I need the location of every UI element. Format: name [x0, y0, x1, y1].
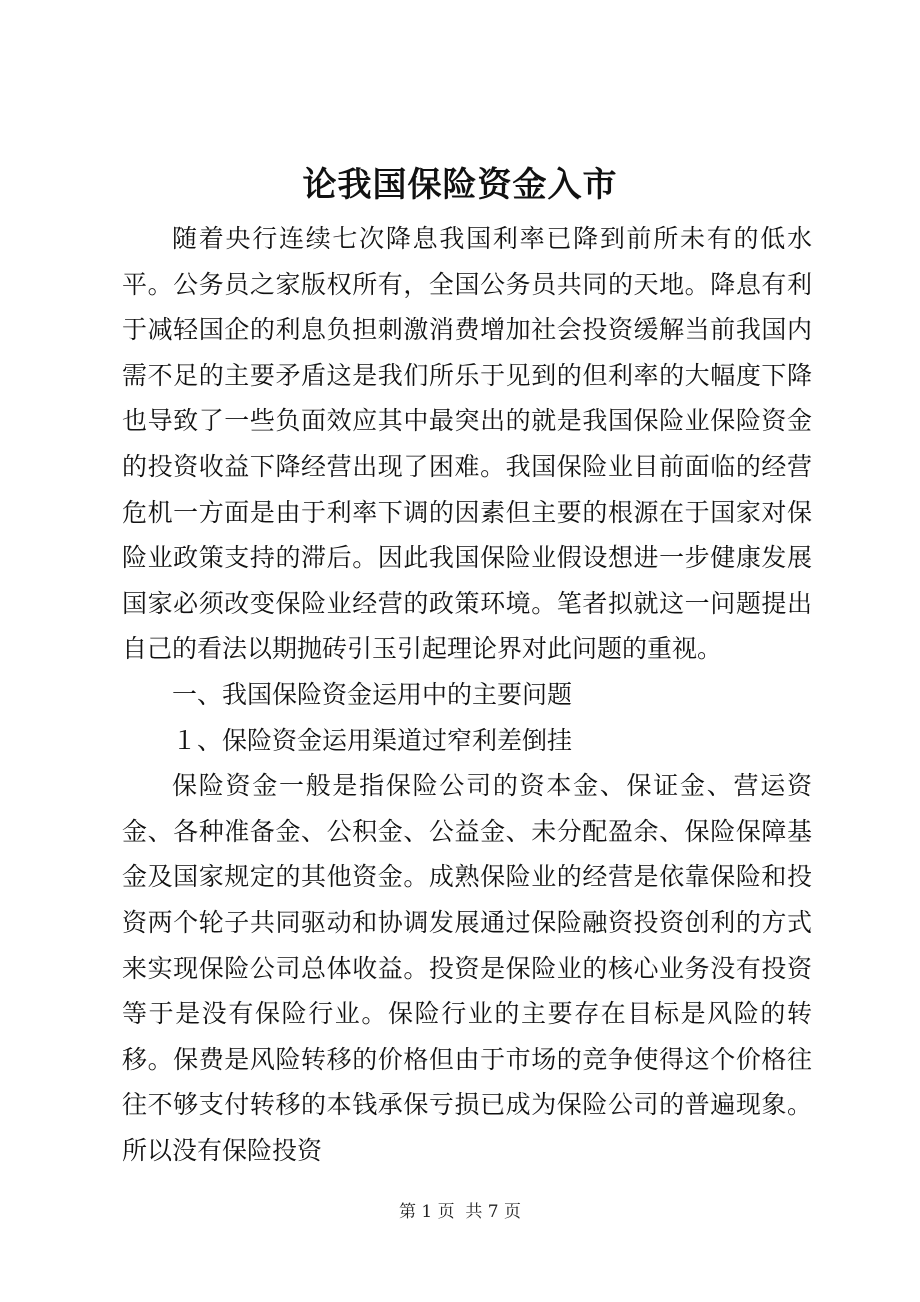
page-number: 第 1 页 共 7 页 — [398, 1202, 522, 1222]
document-title: 论我国保险资金入市 — [302, 165, 618, 205]
paragraph-intro: 随着央行连续七次降息我国利率已降到前所未有的低水平。公务员之家版权所有，全国公务员共同的天地。降息有利于减轻国企的利息负担刺激消费增加社会投资缓解当前我国内需不足的主要矛盾这是我们所乐于见到的但利率的大幅度下降也导致了一些负面效应其中最突出的就是我国保险业保险资金的投资收益下降经营出现了困难。我国保险业目前面临的经营危机一方面是由于利率下调的因素但主要的根源在于国家对保险业政策支持的滞后。因此我国保险业假设想进一步健康发展国家必须改变保险业经营的政策环境。笔者拟就这一问题提出自己的看法以期抛砖引玉引起理论界对此问题的重视。 — [122, 224, 812, 664]
document-body — [122, 216, 812, 1173]
paragraph-insurance-funds: 保险资金一般是指保险公司的资本金、保证金、营运资金、各种准备金、公积金、公益金、未分配盈余、保险保障基金及国家规定的其他资金。成熟保险业的经营是依靠保险和投资两个轮子共同驱动和协调发展通过保险融资投资创利的方式来实现保险公司总体收益。投资是保险业的核心业务没有投资等于是没有保险行业。保险行业的主要存在目标是风险的转移。保费是风险转移的价格但由于市场的竞争使得这个价格往往不够支付转移的本钱承保亏损已成为保险公司的普遍现象。所以没有保险投资 — [122, 771, 812, 1165]
page-footer — [0, 1200, 920, 1224]
section-heading-1: 一、我国保险资金运用中的主要问题 — [172, 679, 573, 709]
subsection-heading-1: １、保险资金运用渠道过窄利差倒挂 — [172, 725, 573, 755]
